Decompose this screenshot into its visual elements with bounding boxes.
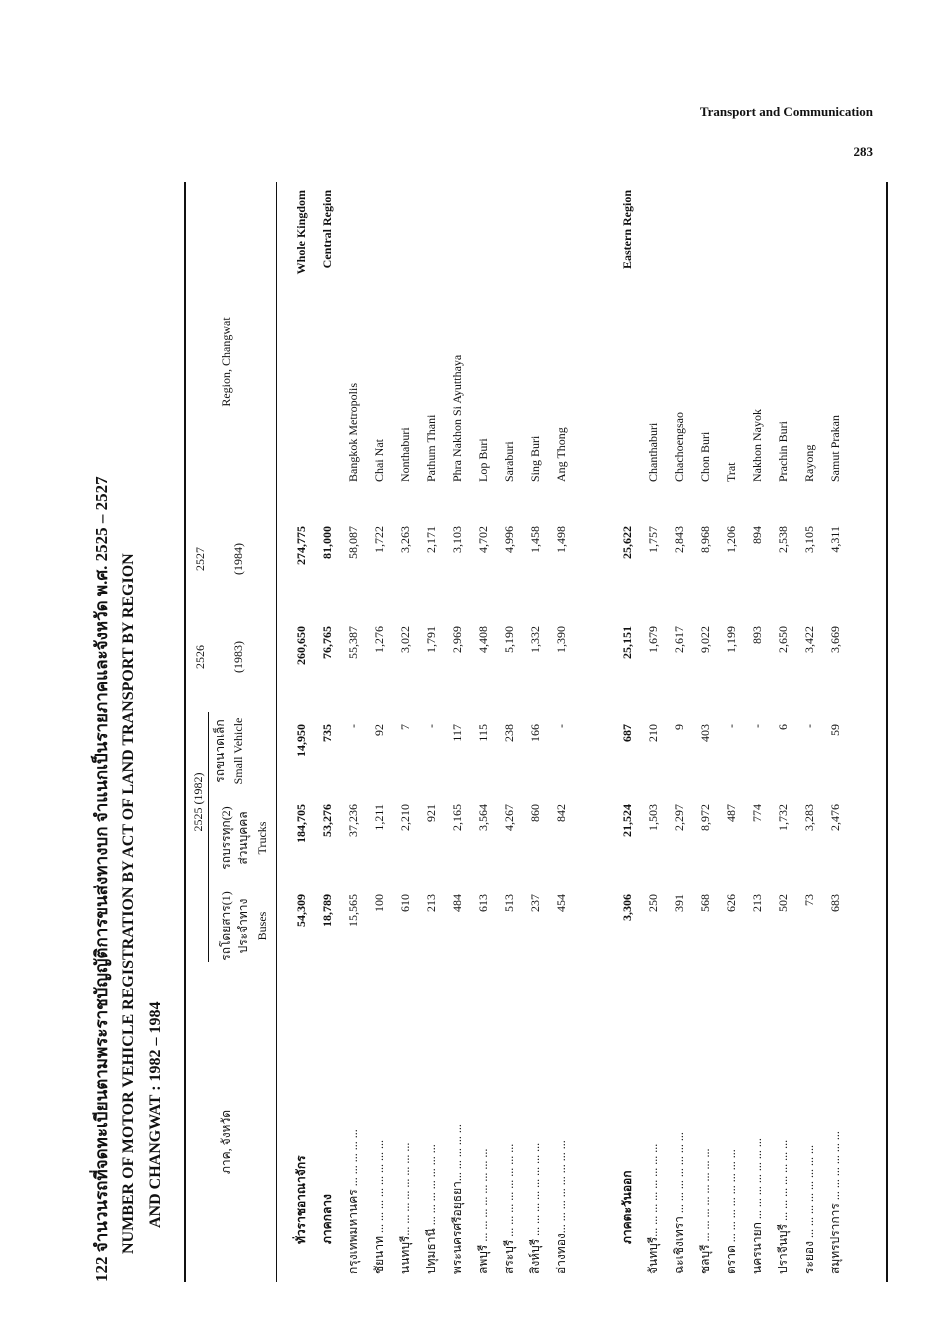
region-row bbox=[614, 182, 640, 1282]
row-label-english: Nakhon Nayok bbox=[750, 409, 764, 482]
row-label-english: Sing Buri bbox=[528, 435, 542, 482]
table-titles bbox=[88, 182, 178, 1282]
cell-1984: 1,722 bbox=[372, 526, 386, 553]
cell-1984: 58,087 bbox=[346, 526, 360, 559]
cell-1984: 8,968 bbox=[698, 526, 712, 553]
cell-small-vehicle: 210 bbox=[646, 724, 660, 742]
cell-1983: 260,650 bbox=[294, 626, 308, 665]
cell-1984: 3,103 bbox=[450, 526, 464, 553]
table-row bbox=[744, 182, 770, 1282]
header-2526: 2526 bbox=[193, 645, 207, 669]
cell-1984: 4,311 bbox=[828, 526, 842, 553]
rotated-table-page bbox=[88, 182, 888, 1282]
cell-buses: 213 bbox=[750, 894, 764, 912]
cell-1983: 893 bbox=[750, 626, 764, 644]
cell-small-vehicle: 735 bbox=[320, 724, 334, 742]
cell-buses: 18,789 bbox=[320, 894, 334, 927]
table-top-rule bbox=[184, 182, 186, 1282]
cell-1983: 2,650 bbox=[776, 626, 790, 653]
cell-1984: 2,171 bbox=[424, 526, 438, 553]
cell-trucks: 3,283 bbox=[802, 804, 816, 831]
cell-small-vehicle: - bbox=[346, 724, 360, 728]
row-label-english: Nonthaburi bbox=[398, 427, 412, 482]
cell-1984: 2,843 bbox=[672, 526, 686, 553]
header-year-1982: 2525 (1982) bbox=[191, 772, 205, 832]
cell-1983: 1,199 bbox=[724, 626, 738, 653]
row-label-english: Samut Prakan bbox=[828, 415, 842, 482]
cell-small-vehicle: - bbox=[802, 724, 816, 728]
cell-1983: 76,765 bbox=[320, 626, 334, 659]
row-label-thai: ภาคกลาง bbox=[320, 1194, 334, 1244]
cell-trucks: 921 bbox=[424, 804, 438, 822]
cell-buses: 683 bbox=[828, 894, 842, 912]
table-row bbox=[340, 182, 366, 1282]
row-label-english: Saraburi bbox=[502, 441, 516, 482]
header-1983: (1983) bbox=[231, 641, 245, 673]
cell-1984: 1,757 bbox=[646, 526, 660, 553]
cell-buses: 484 bbox=[450, 894, 464, 912]
cell-small-vehicle: 7 bbox=[398, 724, 412, 730]
cell-trucks: 184,705 bbox=[294, 804, 308, 843]
cell-trucks: 2,297 bbox=[672, 804, 686, 831]
cell-buses: 626 bbox=[724, 894, 738, 912]
total-row bbox=[288, 182, 314, 1282]
row-label-thai: พระนครศรีอยุธยา... ... ... ... ... bbox=[450, 1124, 464, 1274]
cell-buses: 250 bbox=[646, 894, 660, 912]
cell-1983: 5,190 bbox=[502, 626, 516, 653]
header-trucks-thai: รถบรรทุก(2) ส่วนบุคคล bbox=[219, 806, 250, 870]
row-label-thai: ปทุมธานี ... ... ... ... ... ... ... bbox=[424, 1144, 438, 1274]
cell-1984: 3,105 bbox=[802, 526, 816, 553]
cell-1983: 25,151 bbox=[620, 626, 634, 659]
header-small-en: Small Vehicle bbox=[231, 717, 245, 785]
cell-small-vehicle: 166 bbox=[528, 724, 542, 742]
row-label-thai: ทั่วราชอาณาจักร bbox=[294, 1155, 308, 1244]
cell-trucks: 860 bbox=[528, 804, 542, 822]
header-buses-thai: รถโดยสาร(1) ประจำทาง bbox=[219, 891, 250, 961]
cell-small-vehicle: 117 bbox=[450, 724, 464, 742]
row-label-english: Chon Buri bbox=[698, 431, 712, 482]
cell-small-vehicle: 9 bbox=[672, 724, 686, 730]
cell-1983: 3,669 bbox=[828, 626, 842, 653]
cell-1984: 25,622 bbox=[620, 526, 634, 559]
cell-1984: 4,702 bbox=[476, 526, 490, 553]
header-1982-rule bbox=[208, 712, 209, 962]
row-label-english: Bangkok Metropolis bbox=[346, 383, 360, 482]
row-label-thai: กรุงเทพมหานคร ... ... ... ... ... bbox=[346, 1129, 360, 1274]
cell-1983: 55,387 bbox=[346, 626, 360, 659]
table-row bbox=[366, 182, 392, 1282]
cell-trucks: 37,236 bbox=[346, 804, 360, 837]
cell-small-vehicle: 14,950 bbox=[294, 724, 308, 757]
header-2527: 2527 bbox=[193, 547, 207, 571]
cell-1983: 2,617 bbox=[672, 626, 686, 653]
row-label-thai: ชัยนาท ... ... ... ... ... ... ... ... bbox=[372, 1139, 386, 1274]
cell-1984: 894 bbox=[750, 526, 764, 544]
cell-trucks: 774 bbox=[750, 804, 764, 822]
cell-1983: 1,679 bbox=[646, 626, 660, 653]
page-number: 283 bbox=[853, 144, 873, 159]
table-header-rule bbox=[276, 182, 277, 1282]
row-label-english: Chanthaburi bbox=[646, 422, 660, 482]
row-label-thai: ปราจีนบุรี ... ... ... ... ... ... ... bbox=[776, 1139, 790, 1274]
cell-small-vehicle: 403 bbox=[698, 724, 712, 742]
cell-small-vehicle: - bbox=[554, 724, 568, 728]
header-trucks-en: Trucks bbox=[255, 821, 269, 855]
cell-small-vehicle: - bbox=[424, 724, 438, 728]
header-small-thai: รถขนาดเล็ก bbox=[213, 719, 227, 783]
cell-trucks: 3,564 bbox=[476, 804, 490, 831]
header-region-thai: ภาค, จังหวัด bbox=[219, 1110, 233, 1175]
cell-small-vehicle: 115 bbox=[476, 724, 490, 742]
cell-buses: 502 bbox=[776, 894, 790, 912]
cell-1984: 81,000 bbox=[320, 526, 334, 559]
cell-buses: 237 bbox=[528, 894, 542, 912]
table-row bbox=[548, 182, 574, 1282]
table-bottom-rule bbox=[886, 182, 888, 1282]
cell-trucks: 1,732 bbox=[776, 804, 790, 831]
row-label-english: Pathum Thani bbox=[424, 414, 438, 482]
row-label-thai: ตราด ... ... ... ... ... ... ... ... bbox=[724, 1149, 738, 1274]
row-label-english: Phra Nakhon Si Ayutthaya bbox=[450, 354, 464, 482]
vehicle-registration-table bbox=[184, 182, 888, 1282]
table-row bbox=[692, 182, 718, 1282]
cell-1983: 1,276 bbox=[372, 626, 386, 653]
cell-1984: 1,206 bbox=[724, 526, 738, 553]
row-label-thai: นครนายก ... ... ... ... ... ... ... bbox=[750, 1138, 764, 1274]
cell-buses: 610 bbox=[398, 894, 412, 912]
table-row bbox=[796, 182, 822, 1282]
table-row bbox=[718, 182, 744, 1282]
cell-buses: 15,565 bbox=[346, 894, 360, 927]
cell-trucks: 2,210 bbox=[398, 804, 412, 831]
cell-1984: 2,538 bbox=[776, 526, 790, 553]
cell-1983: 1,791 bbox=[424, 626, 438, 653]
row-label-english: Rayong bbox=[802, 444, 816, 482]
row-label-thai: ภาคตะวันออก bbox=[620, 1170, 634, 1244]
cell-1984: 1,498 bbox=[554, 526, 568, 553]
cell-trucks: 842 bbox=[554, 804, 568, 822]
cell-small-vehicle: 6 bbox=[776, 724, 790, 730]
cell-1983: 1,332 bbox=[528, 626, 542, 653]
row-label-english: Whole Kingdom bbox=[294, 190, 308, 275]
cell-trucks: 4,267 bbox=[502, 804, 516, 831]
cell-trucks: 2,165 bbox=[450, 804, 464, 831]
row-label-thai: อ่างทอง... ... ... ... ... ... ... ... bbox=[554, 1140, 568, 1274]
row-label-english: Trat bbox=[724, 462, 738, 482]
cell-small-vehicle: - bbox=[750, 724, 764, 728]
header-region-english: Region, Changwat bbox=[219, 317, 233, 407]
cell-buses: 54,309 bbox=[294, 894, 308, 927]
title-english-1: NUMBER OF MOTOR VEHICLE REGISTRATION BY ACT OF LAND TRANSPORT BY REGION bbox=[120, 553, 137, 1254]
cell-trucks: 53,276 bbox=[320, 804, 334, 837]
title-thai: 122 จำนวนรถที่จดทะเบียนตามพระราชบัญญัติการขนส่งทางบก จำแนกเป็นรายภาคและจังหวัด พ.ศ. 2525 – 2527 bbox=[92, 476, 111, 1282]
cell-trucks: 8,972 bbox=[698, 804, 712, 831]
cell-small-vehicle: 59 bbox=[828, 724, 842, 736]
cell-1983: 4,408 bbox=[476, 626, 490, 653]
table-row bbox=[666, 182, 692, 1282]
row-label-english: Central Region bbox=[320, 190, 334, 269]
region-row bbox=[314, 182, 340, 1282]
row-label-english: Chachoengsao bbox=[672, 412, 686, 482]
row-label-thai: สิงห์บุรี ... ... ... ... ... ... ... ... bbox=[528, 1142, 542, 1274]
row-label-english: Prachin Buri bbox=[776, 421, 790, 482]
cell-small-vehicle: 238 bbox=[502, 724, 516, 742]
cell-1984: 3,263 bbox=[398, 526, 412, 553]
header-buses-en: Buses bbox=[255, 911, 269, 941]
row-label-thai: ระยอง ... ... ... ... ... ... ... ... bbox=[802, 1145, 816, 1274]
header-1984: (1984) bbox=[231, 543, 245, 575]
cell-small-vehicle: 687 bbox=[620, 724, 634, 742]
cell-buses: 613 bbox=[476, 894, 490, 912]
cell-trucks: 2,476 bbox=[828, 804, 842, 831]
row-label-thai: สมุทรปราการ ... ... ... ... ... ... bbox=[828, 1131, 842, 1274]
table-row bbox=[496, 182, 522, 1282]
row-label-english: Ang Thong bbox=[554, 427, 568, 482]
cell-trucks: 487 bbox=[724, 804, 738, 822]
cell-buses: 513 bbox=[502, 894, 516, 912]
cell-1983: 1,390 bbox=[554, 626, 568, 653]
row-label-thai: สระบุรี ... ... ... ... ... ... ... ... bbox=[502, 1143, 516, 1274]
row-label-thai: จันทบุรี... ... ... ... ... ... ... ... bbox=[646, 1143, 660, 1274]
cell-buses: 213 bbox=[424, 894, 438, 912]
table-row bbox=[822, 182, 848, 1282]
cell-buses: 454 bbox=[554, 894, 568, 912]
cell-buses: 73 bbox=[802, 894, 816, 906]
row-label-thai: ฉะเชิงเทรา ... ... ... ... ... ... ... bbox=[672, 1132, 686, 1274]
cell-buses: 100 bbox=[372, 894, 386, 912]
title-english-2: AND CHANGWAT : 1982 – 1984 bbox=[147, 1001, 164, 1228]
cell-small-vehicle: 92 bbox=[372, 724, 386, 736]
row-label-english: Chai Nat bbox=[372, 439, 386, 482]
section-title: Transport and Communication bbox=[699, 104, 873, 119]
cell-1984: 1,458 bbox=[528, 526, 542, 553]
row-label-thai: ลพบุรี ... ... ... ... ... ... ... ... bbox=[476, 1148, 490, 1274]
row-label-english: Lop Buri bbox=[476, 438, 490, 482]
page-header bbox=[700, 104, 873, 160]
table-row bbox=[392, 182, 418, 1282]
cell-small-vehicle: - bbox=[724, 724, 738, 728]
cell-1983: 3,022 bbox=[398, 626, 412, 653]
cell-1983: 3,422 bbox=[802, 626, 816, 653]
cell-buses: 568 bbox=[698, 894, 712, 912]
cell-trucks: 1,211 bbox=[372, 804, 386, 831]
cell-buses: 3,306 bbox=[620, 894, 634, 921]
row-label-thai: นนทบุรี... ... ... ... ... ... ... ... bbox=[398, 1142, 412, 1274]
table-row bbox=[522, 182, 548, 1282]
cell-trucks: 1,503 bbox=[646, 804, 660, 831]
table-row bbox=[770, 182, 796, 1282]
table-row bbox=[444, 182, 470, 1282]
table-row bbox=[418, 182, 444, 1282]
cell-1984: 274,775 bbox=[294, 526, 308, 565]
cell-1983: 2,969 bbox=[450, 626, 464, 653]
row-label-thai: ชลบุรี ... ... ... ... ... ... ... ... bbox=[698, 1148, 712, 1274]
cell-trucks: 21,524 bbox=[620, 804, 634, 837]
table-row bbox=[470, 182, 496, 1282]
cell-buses: 391 bbox=[672, 894, 686, 912]
table-row bbox=[640, 182, 666, 1282]
cell-1983: 9,022 bbox=[698, 626, 712, 653]
row-label-english: Eastern Region bbox=[620, 190, 634, 269]
cell-1984: 4,996 bbox=[502, 526, 516, 553]
